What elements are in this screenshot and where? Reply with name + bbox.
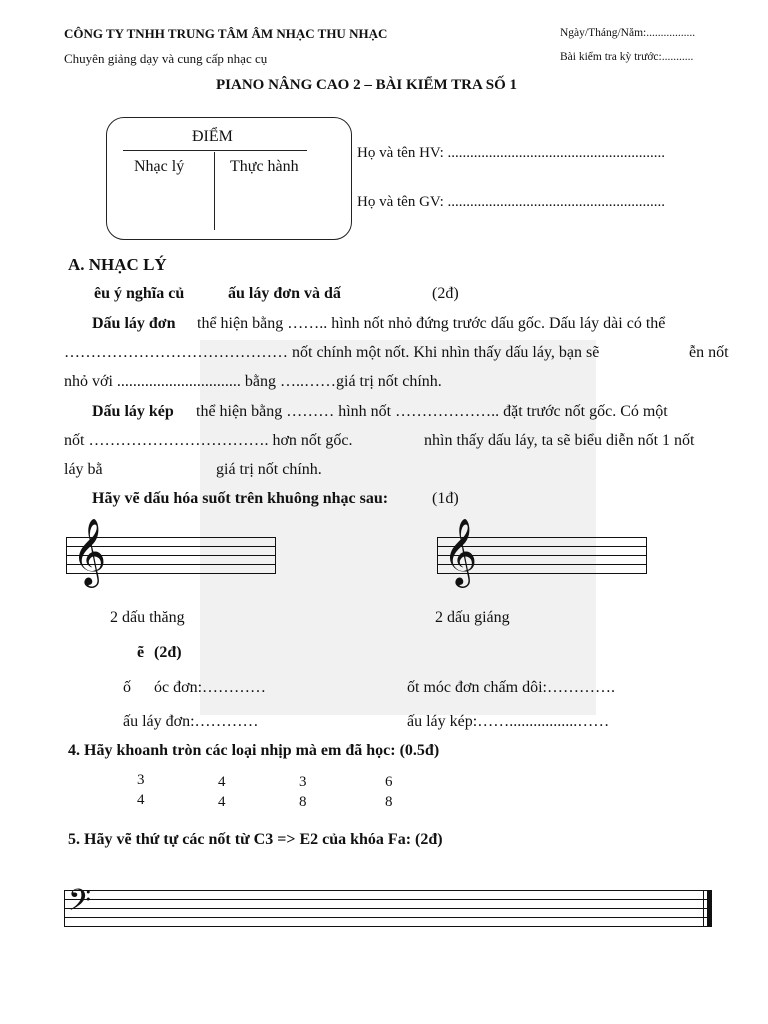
student-name-field[interactable]: Họ và tên HV: .......................................................... [357,145,666,161]
label-two-flats: 2 dấu giáng [435,609,510,626]
para1-line3: nhỏ với ............................... bằng …..……giá trị nốt chính. [64,373,442,390]
score-heading: ĐIỂM [192,128,233,145]
score-divider-v [214,152,215,230]
question-3-points: (2đ) [154,644,182,661]
question-2: Hãy vẽ dấu hóa suốt trên khuông nhạc sau: [92,490,389,507]
single-grace-label: Dấu láy đơn [92,315,176,332]
para1-line1: thể hiện bằng …….. hình nốt nhỏ đứng trước dấu gốc. Dấu láy dài có thể [197,315,666,332]
treble-clef-icon: 𝄞 [72,517,107,585]
label-two-sharps: 2 dấu thăng [110,609,185,626]
q3-item4[interactable]: ấu láy kép:…….................…… [407,713,610,730]
background-shade [200,340,596,715]
para2-line2a: nốt ……………………………. hơn nốt gốc. [64,432,353,449]
question-1-part-a: êu ý nghĩa củ [94,285,185,302]
section-a-heading: A. NHẠC LÝ [68,255,167,274]
question-5: 5. Hãy vẽ thứ tự các nốt từ C3 => E2 của khóa Fa: (2đ) [68,831,443,848]
question-1-part-b: ấu láy đơn và dấ [228,285,341,302]
para1-line2-end: ễn nốt [689,344,729,361]
double-grace-label: Dấu láy kép [92,403,174,420]
q3-item2[interactable]: ốt móc đơn chấm dôi:…………. [407,679,615,696]
question-4: 4. Hãy khoanh tròn các loại nhịp mà em đã học: (0.5đ) [68,742,440,759]
meter-option[interactable]: 6 8 [385,774,393,810]
q3-item1-prefix: ố [123,679,131,696]
question-3-fragment: ẽ [137,644,145,661]
score-theory-label: Nhạc lý [134,158,185,175]
para1-line2: …………………………………… nốt chính một nốt. Khi nhìn thấy dấu láy, bạn sẽ [64,344,600,361]
q3-item3[interactable]: ấu láy đơn:………… [123,713,259,730]
teacher-name-field[interactable]: Họ và tên GV: .......................................................... [357,194,666,210]
bass-clef-icon: 𝄢 [68,884,92,925]
score-divider-h [123,150,307,151]
meter-option[interactable]: 4 4 [218,774,226,810]
company-tagline: Chuyên giảng dạy và cung cấp nhạc cụ [64,51,268,66]
previous-test-field[interactable]: Bài kiểm tra kỳ trước:........... [560,51,694,63]
meter-option[interactable]: 3 4 [137,772,145,808]
question-1-points: (2đ) [432,285,459,302]
q3-item1[interactable]: óc đơn:………… [154,679,267,696]
company-name: CÔNG TY TNHH TRUNG TÂM ÂM NHẠC THU NHẠC [64,26,388,41]
para2-line2b: nhìn thấy dấu láy, ta sẽ biểu diễn nốt 1 nốt [424,432,695,449]
para2-line3b: giá trị nốt chính. [216,461,322,478]
question-2-points: (1đ) [432,490,459,507]
page-title: PIANO NÂNG CAO 2 – BÀI KIỂM TRA SỐ 1 [216,77,518,93]
treble-clef-icon: 𝄞 [443,517,478,585]
meter-option[interactable]: 3 8 [299,774,307,810]
para2-line1: thể hiện bằng ……… hình nốt ……………….. đặt trước nốt gốc. Có một [196,403,668,420]
score-practice-label: Thực hành [230,158,299,175]
para2-line3a: láy bằ [64,461,103,478]
date-field[interactable]: Ngày/Tháng/Năm:................. [560,27,696,39]
